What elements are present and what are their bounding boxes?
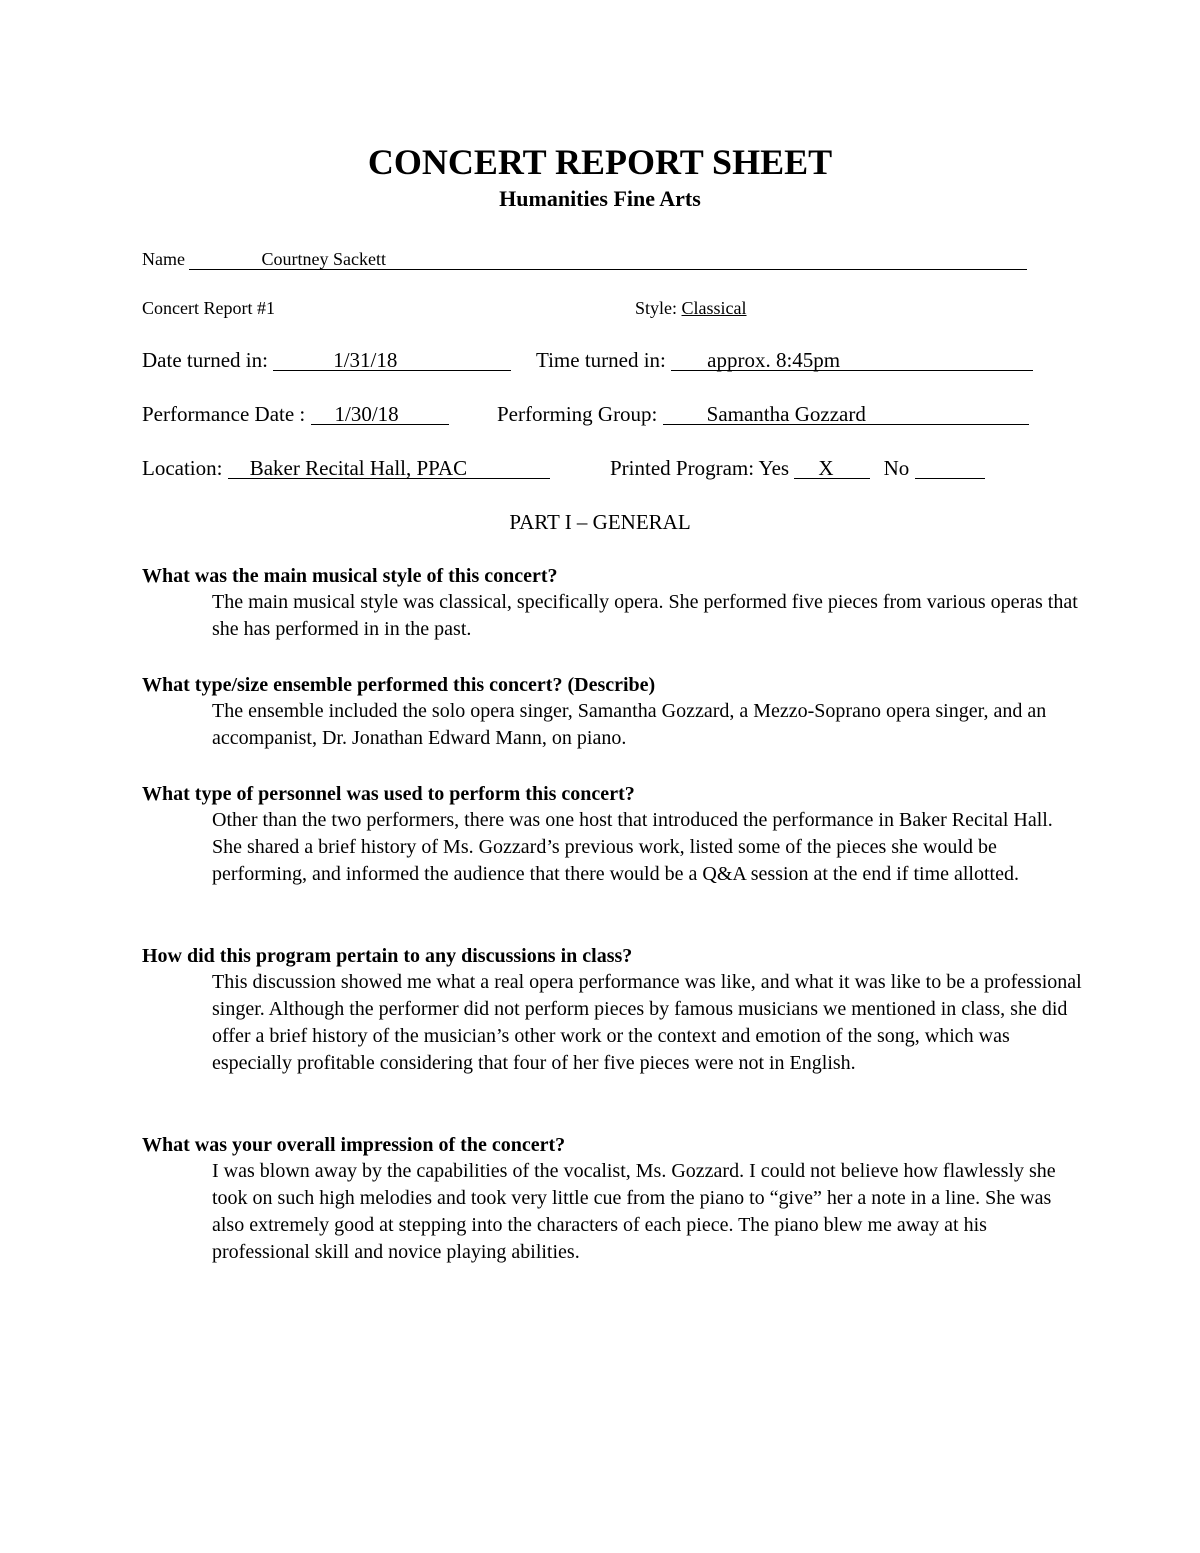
name-label: Name xyxy=(142,249,185,269)
name-row xyxy=(142,248,1027,270)
performance-date-field[interactable] xyxy=(311,404,449,425)
document-title: CONCERT REPORT SHEET xyxy=(367,142,833,182)
part-one-heading: PART I – GENERAL xyxy=(509,510,691,534)
qa-block-impression xyxy=(142,1132,1082,1266)
location-value: Baker Recital Hall, PPAC xyxy=(249,456,468,480)
printed-program-label: Printed Program: Yes xyxy=(610,456,790,480)
performance-date-row xyxy=(142,402,449,426)
location-label: Location: xyxy=(142,456,223,480)
printed-program-no-field[interactable] xyxy=(915,458,985,479)
style-label: Style: xyxy=(635,298,678,318)
qa-block-class-discussion xyxy=(142,943,1082,1077)
performing-group-label: Performing Group: xyxy=(497,402,658,426)
qa-block-personnel xyxy=(142,781,1082,888)
performance-date-value: 1/30/18 xyxy=(334,402,399,426)
printed-program-yes-field[interactable] xyxy=(794,458,870,479)
answer: This discussion showed me what a real opera performance was like, and what it was like to be a professional singer. Although the performer did not perform pieces by famous musicians we mentioned in class, she did offer a brief history of the musician’s other work or the context and emotion of the song, which was especially profitable considering that four of her five pieces were not in English. xyxy=(212,971,1082,1074)
time-turned-in-label: Time turned in: xyxy=(536,348,666,372)
location-row xyxy=(142,456,550,480)
performing-group-field[interactable] xyxy=(663,404,1029,425)
report-number: Concert Report #1 xyxy=(142,298,275,318)
date-turned-in-row xyxy=(142,348,511,372)
document-subtitle: Humanities Fine Arts xyxy=(499,186,701,211)
performing-group-value: Samantha Gozzard xyxy=(706,402,866,426)
date-turned-in-value: 1/31/18 xyxy=(333,348,398,372)
printed-program-row xyxy=(610,456,985,480)
qa-block-ensemble xyxy=(142,672,1082,752)
time-turned-in-value: approx. 8:45pm xyxy=(707,348,841,372)
question: What was the main musical style of this concert? xyxy=(142,565,558,587)
qa-block-style xyxy=(142,563,1082,643)
time-turned-in-row xyxy=(536,348,1033,372)
question: What was your overall impression of the concert? xyxy=(142,1134,566,1156)
printed-program-yes-value: X xyxy=(818,456,834,480)
style-row xyxy=(635,297,747,319)
answer: Other than the two performers, there was one host that introduced the performance in Baker Recital Hall. She shared a brief history of Ms. Gozzard’s previous work, listed some of the pieces she would be performing, and informed the audience that there would be a Q&A session at the end if time allotted. xyxy=(212,809,1053,885)
name-value: Courtney Sackett xyxy=(261,249,386,269)
question: How did this program pertain to any discussions in class? xyxy=(142,945,633,967)
answer: The main musical style was classical, specifically opera. She performed five pieces from various operas that she has performed in in the past. xyxy=(212,591,1078,640)
style-value: Classical xyxy=(681,298,747,318)
question: What type of personnel was used to perform this concert? xyxy=(142,783,635,805)
time-turned-in-field[interactable] xyxy=(671,350,1033,371)
name-field[interactable] xyxy=(189,249,1027,270)
answer: I was blown away by the capabilities of the vocalist, Ms. Gozzard. I could not believe how flawlessly she took on such high melodies and took very little cue from the piano to “give” her a note in a line. She was also extremely good at stepping into the characters of each piece. The piano blew me away at his professional skill and novice playing abilities. xyxy=(212,1160,1056,1263)
question: What type/size ensemble performed this concert? (Describe) xyxy=(142,674,656,696)
performance-date-label: Performance Date : xyxy=(142,402,306,426)
performing-group-row xyxy=(497,402,1029,426)
answer: The ensemble included the solo opera singer, Samantha Gozzard, a Mezzo-Soprano opera singer, and an accompanist, Dr. Jonathan Edward Mann, on piano. xyxy=(212,700,1047,749)
printed-program-no-label: No xyxy=(883,456,910,480)
date-turned-in-label: Date turned in: xyxy=(142,348,268,372)
date-turned-in-field[interactable] xyxy=(273,350,511,371)
location-field[interactable] xyxy=(228,458,550,479)
